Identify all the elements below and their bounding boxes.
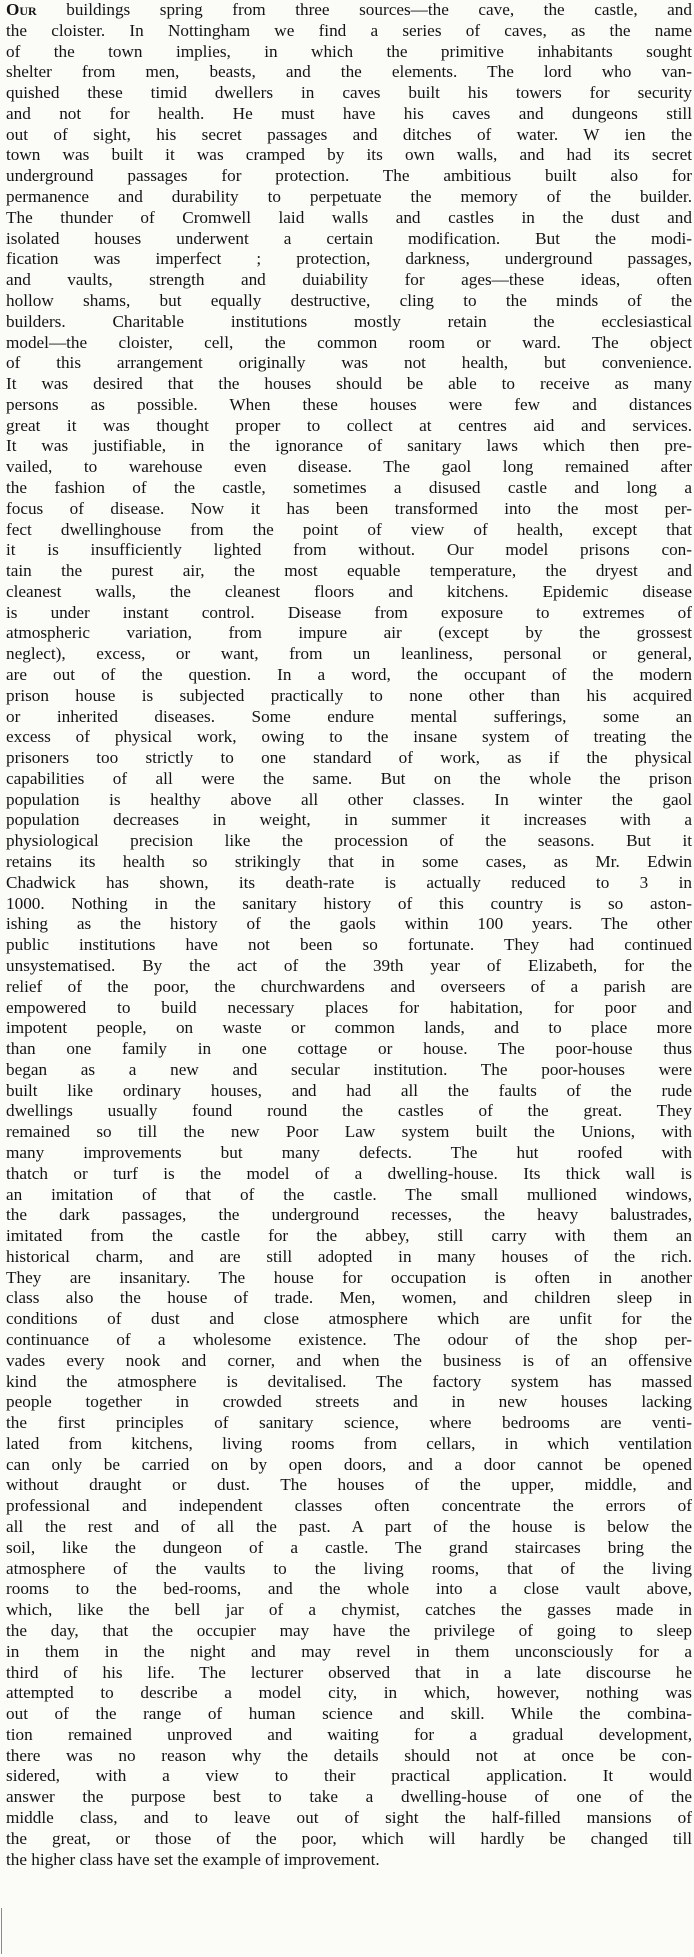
text-line: shelter from men, beasts, and the elements. The lord who van-	[6, 62, 692, 82]
text-line: population is healthy above all other classes. In winter the gaol	[6, 789, 692, 809]
text-line: population decreases in weight, in summer it increases with a	[6, 810, 692, 830]
text-line: thatch or turf is the model of a dwelling-house. Its thick wall is	[6, 1163, 692, 1183]
text-line: tain the purest air, the most equable temperature, the dryest and	[6, 561, 692, 581]
text-line: and vaults, strength and duiability for ages—these ideas, often	[6, 270, 692, 290]
text-line: or inherited diseases. Some endure mental sufferings, some an	[6, 706, 692, 726]
text-line: relief of the poor, the churchwardens and overseers of a parish are	[6, 976, 692, 996]
text-line: is under instant control. Disease from exposure to extremes of	[6, 602, 692, 622]
text-line: builders. Charitable institutions mostly retain the ecclesiastical	[6, 311, 692, 331]
text-line: tion remained unproved and waiting for a gradual development,	[6, 1724, 692, 1744]
text-line: remained so till the new Poor Law system built the Unions, with	[6, 1122, 692, 1142]
text-line: began as a new and secular institution. The poor-houses were	[6, 1059, 692, 1079]
drop-word: Our	[6, 0, 37, 19]
text-line: fect dwellinghouse from the point of view of health, except that	[6, 519, 692, 539]
text-line: out of sight, his secret passages and ditches of water. W ien the	[6, 124, 692, 144]
text-line: lated from kitchens, living rooms from cellars, in which ventilation	[6, 1433, 692, 1453]
text-line: hollow shams, but equally destructive, cling to the minds of the	[6, 290, 692, 310]
text-line: the fashion of the castle, sometimes a disused castle and long a	[6, 477, 692, 497]
text-line: unsystematised. By the act of the 39th year of Elizabeth, for the	[6, 955, 692, 975]
text-line: town was built it was cramped by its own walls, and had its secret	[6, 145, 692, 165]
line-text: buildings spring from three sources—the cave, the castle, and	[36, 0, 692, 19]
text-line: public institutions have not been so fortunate. They had continued	[6, 935, 692, 955]
text-line: professional and independent classes often concentrate the errors of	[6, 1496, 692, 1516]
text-line: fication was imperfect ; protection, darkness, underground passages,	[6, 249, 692, 269]
text-line: impotent people, on waste or common lands, and to place more	[6, 1018, 692, 1038]
text-line: it is insufficiently lighted from without. Our model prisons con-	[6, 540, 692, 560]
text-line: model—the cloister, cell, the common room or ward. The object	[6, 332, 692, 352]
text-line: there was no reason why the details should not at once be con-	[6, 1745, 692, 1765]
text-line: the cloister. In Nottingham we find a series of caves, as the name	[6, 20, 692, 40]
text-line: answer the purpose best to take a dwelling-house of one of the	[6, 1787, 692, 1807]
text-line: without draught or dust. The houses of the upper, middle, and	[6, 1475, 692, 1495]
text-line: out of the range of human science and skill. While the combina-	[6, 1704, 692, 1724]
text-line: dwellings usually found round the castles of the great. They	[6, 1101, 692, 1121]
text-line: and not for health. He must have his caves and dungeons still	[6, 103, 692, 123]
text-line: sidered, with a view to their practical application. It would	[6, 1766, 692, 1786]
text-line: neglect), excess, or want, from un leanliness, personal or general,	[6, 644, 692, 664]
text-line: are out of the question. In a word, the occupant of the modern	[6, 665, 692, 684]
text-line: capabilities of all were the same. But on the whole the prison	[6, 768, 692, 788]
text-line: people together in crowded streets and in new houses lacking	[6, 1392, 692, 1412]
text-line	[6, 0, 692, 21]
text-line: atmosphere of the vaults to the living rooms, that of the living	[6, 1558, 692, 1578]
text-line: many improvements but many defects. The hut roofed with	[6, 1142, 692, 1162]
text-line: vailed, to warehouse even disease. The gaol long remained after	[6, 457, 692, 477]
text-line: of the town implies, in which the primitive inhabitants sought	[6, 41, 692, 61]
text-line: which, like the bell jar of a chymist, catches the gasses made in	[6, 1600, 692, 1620]
text-line: It was desired that the houses should be able to receive as many	[6, 374, 692, 394]
text-line: atmospheric variation, from impure air (except by the grossest	[6, 623, 692, 643]
text-line: underground passages for protection. The ambitious built also for	[6, 166, 692, 186]
text-line: middle class, and to leave out of sight the half-filled mansions of	[6, 1807, 692, 1827]
text-line: Chadwick has shown, its death-rate is actually reduced to 3 in	[6, 872, 692, 892]
text-line: built like ordinary houses, and had all the faults of the rude	[6, 1080, 692, 1100]
text-line: in them in the night and may revel in them unconsciously for a	[6, 1641, 692, 1661]
text-line: the dark passages, the underground recesses, the heavy balustrades,	[6, 1205, 692, 1225]
text-line: physiological precision like the procession of the seasons. But it	[6, 831, 692, 851]
text-line: rooms to the bed-rooms, and the whole into a close vault above,	[6, 1579, 692, 1599]
text-line: can only be carried on by open doors, and a door cannot be opened	[6, 1454, 692, 1474]
text-line: quished these timid dwellers in caves built his towers for security	[6, 83, 692, 103]
text-line: soil, like the dungeon of a castle. The grand staircases bring the	[6, 1537, 692, 1557]
text-line: kind the atmosphere is devitalised. The factory system has massed	[6, 1371, 692, 1391]
text-line: isolated houses underwent a certain modification. But the modi-	[6, 228, 692, 248]
text-line: vades every nook and corner, and when the business is of an offensive	[6, 1350, 692, 1370]
text-line: cleanest walls, the cleanest floors and kitchens. Epidemic disease	[6, 581, 692, 601]
margin-rule	[1, 1908, 2, 1954]
text-line: prison house is subjected practically to none other than his acquired	[6, 685, 692, 705]
text-line: ishing as the history of the gaols within 100 years. The other	[6, 914, 692, 934]
text-line: permanence and durability to perpetuate the memory of the builder.	[6, 187, 692, 207]
text-line: excess of physical work, owing to the insane system of treating the	[6, 727, 692, 747]
text-line: the great, or those of the poor, which will hardly be changed till	[6, 1828, 692, 1848]
text-line: conditions of dust and close atmosphere which are unfit for the	[6, 1309, 692, 1329]
text-line: prisoners too strictly to one standard of work, as if the physical	[6, 748, 692, 768]
text-line: third of his life. The lecturer observed that in a late discourse he	[6, 1662, 692, 1682]
text-line: than one family in one cottage or house. The poor-house thus	[6, 1039, 692, 1059]
text-line: persons as possible. When these houses were few and distances	[6, 394, 692, 414]
text-line: an imitation of that of the castle. The small mullioned windows,	[6, 1184, 692, 1204]
text-line: The thunder of Cromwell laid walls and castles in the dust and	[6, 207, 692, 227]
text-line: It was justifiable, in the ignorance of sanitary laws which then pre-	[6, 436, 692, 456]
text-line: of this arrangement originally was not health, but convenience.	[6, 353, 692, 373]
text-line: empowered to build necessary places for habitation, for poor and	[6, 997, 692, 1017]
text-line: They are insanitary. The house for occupation is often in another	[6, 1267, 692, 1287]
text-line: the day, that the occupier may have the privilege of going to sleep	[6, 1620, 692, 1640]
text-line: retains its health so strikingly that in some cases, as Mr. Edwin	[6, 852, 692, 872]
text-line: all the rest and of all the past. A part of the house is below the	[6, 1517, 692, 1537]
text-line: class also the house of trade. Men, women, and children sleep in	[6, 1288, 692, 1308]
text-line: historical charm, and are still adopted in many houses of the rich.	[6, 1246, 692, 1266]
text-line: continuance of a wholesome existence. The odour of the shop per-	[6, 1330, 692, 1349]
text-line: imitated from the castle for the abbey, still carry with them an	[6, 1226, 692, 1246]
text-line: focus of disease. Now it has been transformed into the most per-	[6, 498, 692, 518]
text-line: the first principles of sanitary science, where bedrooms are venti-	[6, 1413, 692, 1433]
text-line: the higher class have set the example of improvement.	[6, 1849, 380, 1869]
text-line: 1000. Nothing in the sanitary history of this country is so aston-	[6, 893, 692, 913]
text-line: great it was thought proper to collect at centres aid and services.	[6, 415, 692, 435]
text-line: attempted to describe a model city, in which, however, nothing was	[6, 1683, 692, 1703]
